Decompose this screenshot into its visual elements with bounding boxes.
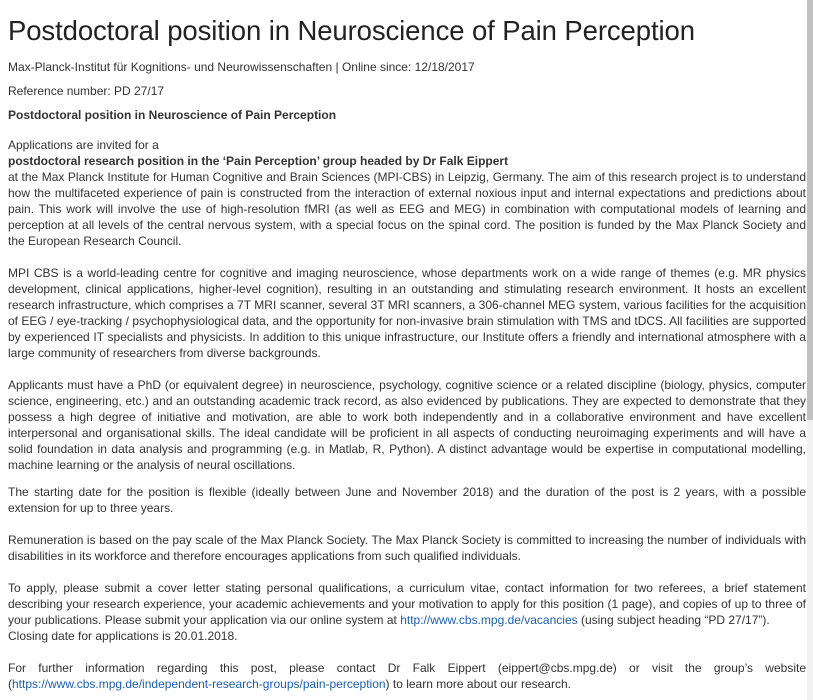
intro-paragraph [8,137,806,249]
start-date-paragraph: The starting date for the position is flexible (ideally between June and November 2018) and the duration of the post is 2 years, with a possible extension for up to three years. [8,485,806,515]
intro-position-highlight: postdoctoral research position in the ‘Pain Perception’ group headed by Dr Falk Eippert [8,154,509,168]
intro-lead: Applications are invited for a [8,138,159,152]
group-website-link[interactable]: https://www.cbs.mpg.de/independent-research-groups/pain-perception [12,677,386,691]
remuneration-paragraph: Remuneration is based on the pay scale of the Max Planck Society. The Max Planck Society is committed to increasing the number of individuals with disabilities in its workforce and therefore encourages applications from such qualified individuals. [8,533,806,563]
intro-text: at the Max Planck Institute for Human Cognitive and Brain Sciences (MPI-CBS) in Leipzig, Germany. The aim of this research project is to understand how the multifaceted experience of pain is constructed from the interaction of external noxious input and internal expectations and predictions about pain. This work will involve the use of high-resolution fMRI (as well as EEG and MEG) in combination with computational models of learning and perception at all levels of the central nervous system, with a special focus on the spinal cord. The position is funded by the Max Planck Society and the European Research Council. [8,170,806,248]
institute-paragraph: MPI CBS is a world-leading centre for cognitive and imaging neuroscience, whose departments work on a wide range of themes (e.g. MR physics development, clinical applications, higher-level cognition), resulting in an outstanding and stimulating research environment. It hosts an excellent research infrastructure, which comprises a 7T MRI scanner, several 3T MRI scanners, a 306-channel MEG system, various facilities for the acquisition of EEG / eye-tracking / psychophysiological data, and the opportunity for non-invasive brain stimulation with TMS and tDCS. All facilities are supported by experienced IT specialists and physicists. In addition to this unique infrastructure, our Institute offers a friendly and international atmosphere with a large community of researchers from diverse backgrounds. [8,266,806,360]
contact-text: For further information regarding this post, please contact Dr Falk Eippert (eippert@cbs.mpg.de) or visit the group’s website ( [8,661,806,691]
scrollbar-thumb[interactable] [807,0,813,420]
apply-text: To apply, please submit a cover letter stating personal qualifications, a curriculum vitae, contact information for two referees, a brief statement describing your research experience, your academic achievements and your motivation to apply for this position (1 page), and copies of up to three of your publications. Please submit your application via our online system at [8,581,806,627]
contact-paragraph [8,660,806,692]
page-title: Postdoctoral position in Neuroscience of Pain Perception [8,15,695,46]
requirements-paragraph: Applicants must have a PhD (or equivalent degree) in neuroscience, psychology, cognitive science or a related discipline (biology, physics, computer science, engineering, etc.) and an outstanding academic track record, as also evidenced by publications. They are expected to demonstrate that they possess a high degree of initiative and motivation, are able to work both independently and in a collaborative environment and have excellent interpersonal and organisational skills. The ideal candidate will be proficient in all aspects of conducting neuroimaging experiments and will have a solid foundation in data analysis and programming (e.g. in Matlab, R, Python). A distinct advantage would be expertise in computational modelling, machine learning or the analysis of neural oscillations. [8,378,806,472]
contact-text-end: ) to learn more about our research. [385,677,571,691]
closing-date: Closing date for applications is 20.01.2018. [8,629,238,643]
scrollbar-track[interactable] [807,0,813,700]
job-posting [8,14,806,692]
apply-subject-text: (using subject heading “PD 27/17”). [577,613,770,627]
reference-number: Reference number: PD 27/17 [8,84,165,98]
position-subtitle: Postdoctoral position in Neuroscience of Pain Perception [8,108,337,122]
posting-body [8,137,806,692]
posting-meta: Max-Planck-Institut für Kognitions- und Neurowissenschaften | Online since: 12/18/2017 [8,60,475,74]
how-to-apply-paragraph [8,580,806,644]
vacancies-link[interactable]: http://www.cbs.mpg.de/vacancies [400,613,578,627]
